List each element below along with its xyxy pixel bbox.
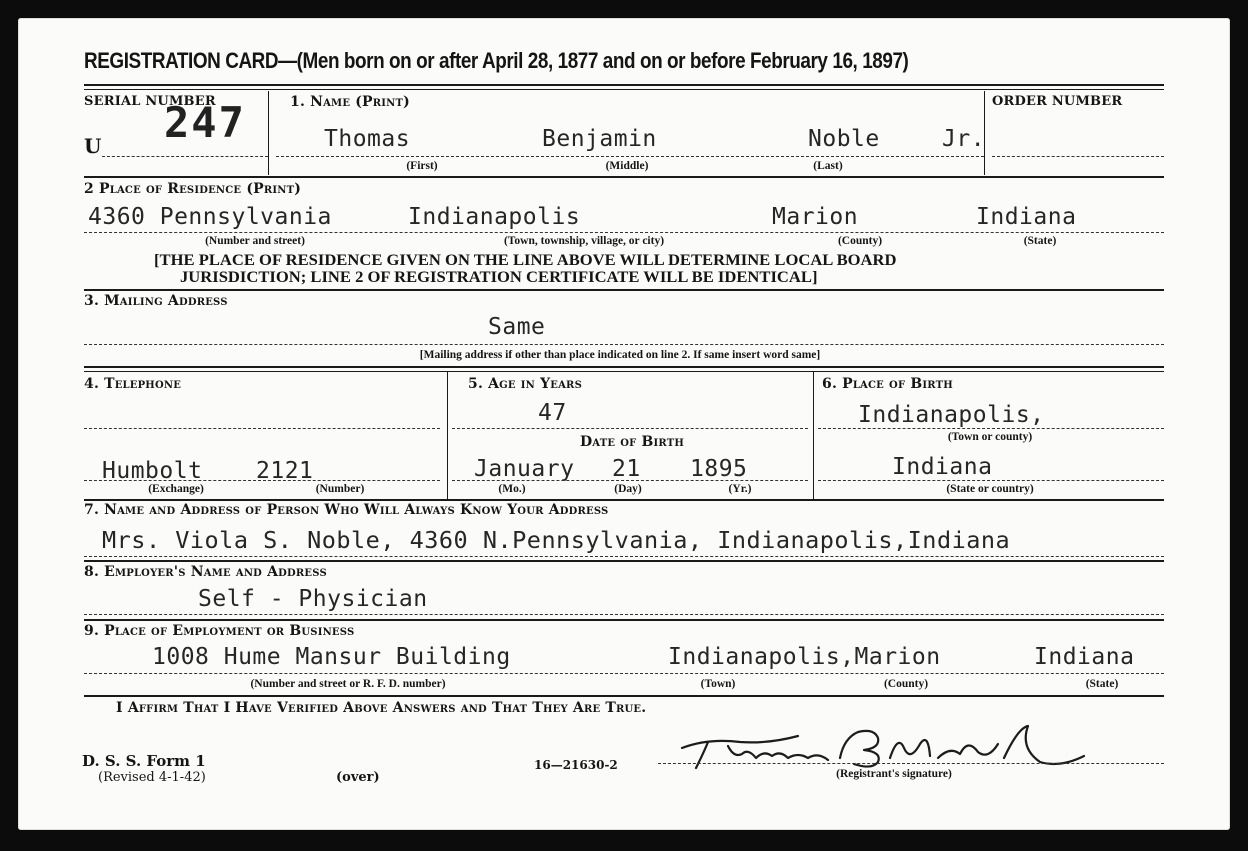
name-middle-caption: (Middle): [605, 160, 649, 172]
telephone-label: 4. Telephone: [84, 376, 182, 392]
dob-day: 21: [612, 456, 641, 482]
header-rule-2: [84, 89, 1164, 90]
affirmation-text: I Affirm That I Have Verified Above Answers and That They Are True.: [116, 700, 647, 716]
header-rule: [84, 84, 1164, 86]
birthplace-label: 6. Place of Birth: [822, 376, 953, 392]
row3-rule: [84, 366, 1164, 368]
name-last-caption: (Last): [813, 160, 843, 172]
employment-street: 1008 Hume Mansur Building: [152, 644, 511, 670]
row3-rule-2: [84, 371, 1164, 372]
telephone-number-caption: (Number): [315, 483, 365, 495]
dob-month-caption: (Mo.): [498, 483, 526, 495]
name-first: Thomas: [324, 126, 411, 152]
residence-county-caption: (County): [837, 235, 883, 247]
birthplace-line-2: [818, 480, 1164, 481]
serial-number-value: 247: [164, 98, 246, 147]
signature-line: [658, 763, 1164, 764]
telephone-line-1: [84, 428, 440, 429]
residence-county: Marion: [772, 204, 859, 230]
residence-town-caption: (Town, township, village, or city): [503, 235, 665, 247]
telephone-exchange-caption: (Exchange): [148, 483, 204, 495]
print-code: 16—21630-2: [534, 758, 618, 772]
contact-label: 7. Name and Address of Person Who Will Always Know Your Address: [84, 502, 609, 518]
telephone-line-2: [84, 480, 440, 481]
employment-state: Indiana: [1034, 644, 1135, 670]
order-divider: [984, 91, 985, 175]
row7-rule: [84, 560, 1164, 562]
card-title: REGISTRATION CARD—: [84, 48, 297, 73]
serial-number-label: SERIAL NUMBER: [84, 94, 216, 109]
registration-card: [18, 18, 1230, 830]
residence-town: Indianapolis: [408, 204, 581, 230]
employer-value: Self - Physician: [198, 586, 428, 612]
serial-prefix: U: [84, 134, 102, 158]
birthplace-town: Indianapolis,: [858, 402, 1045, 428]
residence-notice-2: JURISDICTION; LINE 2 OF REGISTRATION CERTIFICATE WILL BE IDENTICAL]: [180, 269, 818, 286]
name-middle: Benjamin: [542, 126, 657, 152]
birthplace-state: Indiana: [892, 454, 993, 480]
age-label: 5. Age in Years: [468, 376, 582, 392]
age-value: 47: [538, 400, 567, 426]
mailing-label: 3. Mailing Address: [84, 293, 228, 309]
employment-county-caption: (County): [883, 678, 929, 690]
residence-street: 4360 Pennsylvania: [88, 204, 332, 230]
dob-month: January: [474, 456, 575, 482]
card-header: [84, 48, 908, 74]
residence-state-caption: (State): [1023, 235, 1057, 247]
name-line: [276, 156, 984, 157]
residence-label: 2 Place of Residence (Print): [84, 181, 302, 197]
employment-line: [84, 673, 1164, 674]
birthplace-state-caption: (State or country): [946, 483, 1034, 495]
employer-line: [84, 614, 1164, 615]
employment-label: 9. Place of Employment or Business: [84, 623, 355, 639]
mailing-line: [84, 344, 1164, 345]
mailing-caption: [Mailing address if other than place indicated on line 2. If same insert word same]: [419, 349, 821, 361]
row1-rule: [84, 176, 1164, 178]
employment-state-caption: (State): [1085, 678, 1119, 690]
signature-caption: (Registrant's signature): [836, 768, 952, 780]
block-divider-2: [813, 372, 814, 500]
form-number: D. S. S. Form 1: [82, 752, 206, 770]
serial-line: [102, 156, 268, 157]
residence-street-caption: (Number and street): [205, 235, 305, 247]
dob-line: [452, 480, 808, 481]
telephone-number: 2121: [256, 458, 314, 484]
age-line: [452, 428, 808, 429]
dob-year: 1895: [690, 456, 748, 482]
name-suffix: Jr.: [942, 126, 986, 152]
residence-line: [84, 232, 1164, 233]
row8-rule: [84, 619, 1164, 621]
employer-label: 8. Employer's Name and Address: [84, 564, 327, 580]
over-note: (over): [336, 770, 380, 785]
row6-rule: [84, 499, 1164, 501]
employment-town: Indianapolis,Marion: [668, 644, 941, 670]
contact-line: [84, 556, 1164, 557]
name-label: 1. Name (Print): [290, 94, 410, 110]
birthplace-line-1: [818, 428, 1164, 429]
name-last: Noble: [808, 126, 880, 152]
serial-divider: [268, 91, 269, 175]
form-revision: (Revised 4-1-42): [98, 770, 206, 785]
row2-rule: [84, 289, 1164, 291]
name-first-caption: (First): [406, 160, 438, 172]
employment-street-caption: (Number and street or R. F. D. number): [250, 678, 446, 690]
residence-state: Indiana: [976, 204, 1077, 230]
mailing-value: Same: [488, 314, 546, 340]
order-number-label: ORDER NUMBER: [992, 94, 1123, 109]
telephone-exchange: Humbolt: [102, 458, 203, 484]
dob-day-caption: (Day): [614, 483, 642, 495]
card-subtitle: (Men born on or after April 28, 1877 and on or before February 16, 1897): [296, 48, 909, 73]
dob-label: Date of Birth: [579, 434, 685, 450]
order-line: [992, 156, 1164, 157]
employment-town-caption: (Town): [700, 678, 736, 690]
row9-rule: [84, 695, 1164, 697]
contact-value: Mrs. Viola S. Noble, 4360 N.Pennsylvania, Indianapolis,Indiana: [102, 526, 1011, 554]
birthplace-town-caption: (Town or county): [947, 431, 1033, 443]
residence-notice-1: [THE PLACE OF RESIDENCE GIVEN ON THE LINE ABOVE WILL DETERMINE LOCAL BOARD: [154, 252, 897, 269]
block-divider-1: [447, 372, 448, 500]
dob-year-caption: (Yr.): [728, 483, 752, 495]
